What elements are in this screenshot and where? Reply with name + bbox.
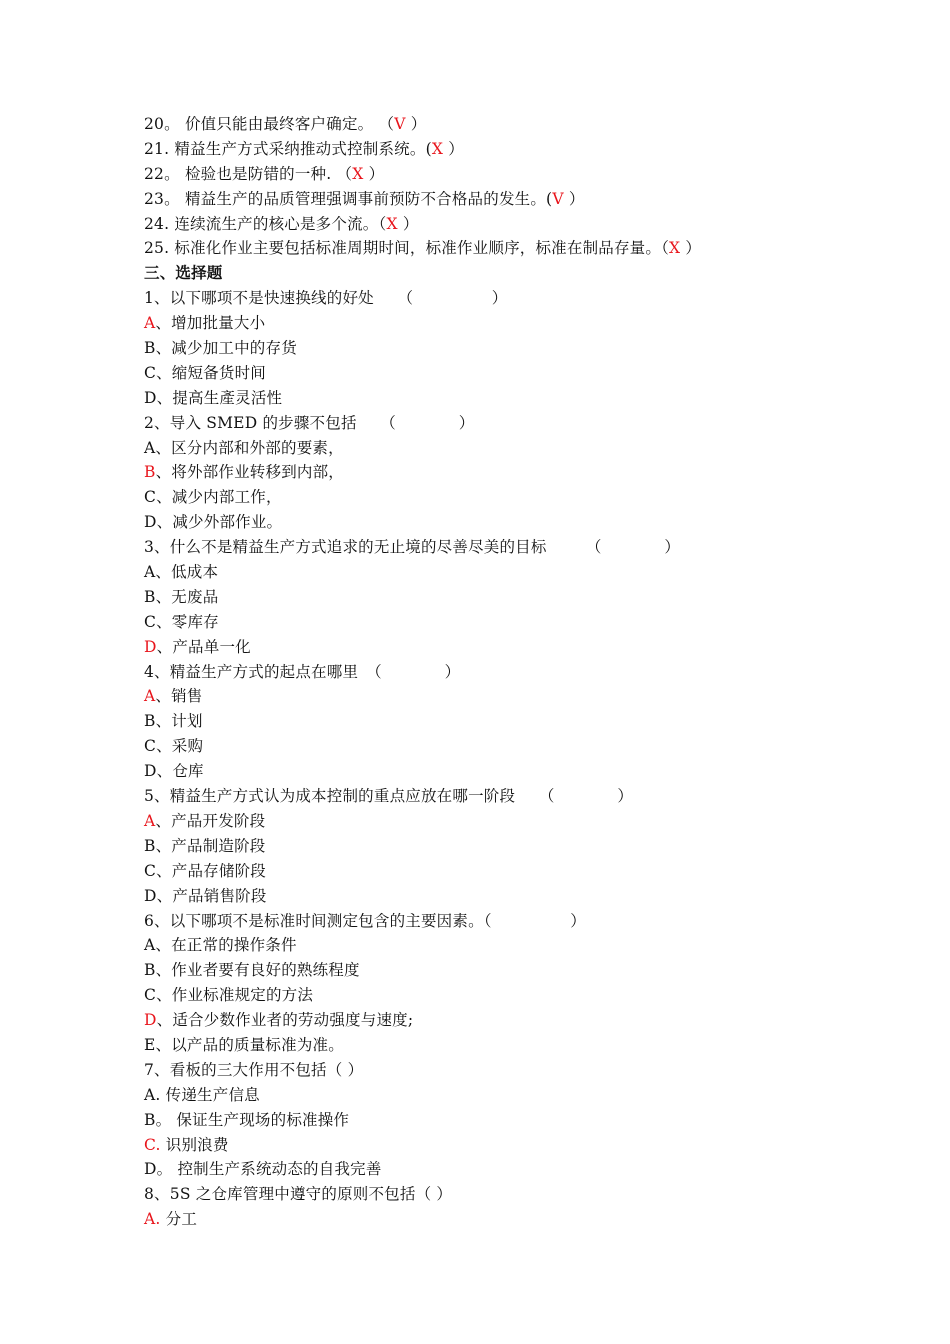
answer-option: [144, 734, 924, 759]
tf-close: ）: [680, 239, 702, 258]
answer-option: [144, 709, 924, 734]
option-text: 、销售: [155, 687, 203, 706]
option-text: 、作业者要有良好的熟练程度: [155, 961, 360, 980]
option-letter: D: [144, 513, 157, 532]
question-stem: 4、精益生产方式的起点在哪里 （ ）: [144, 662, 461, 681]
question-stem: 2、导入 SMED 的步骤不包括 （ ）: [144, 413, 475, 432]
option-text: 、减少外部作业。: [156, 513, 283, 532]
option-text: 传递生产信息: [160, 1085, 260, 1104]
tf-close: ）: [363, 164, 385, 183]
option-text: 、计划: [155, 712, 203, 731]
tf-statement: 22。 检验也是防错的一种. （: [144, 164, 353, 183]
option-letter: C.: [144, 1135, 161, 1154]
option-text: 、作业标准规定的方法: [156, 986, 314, 1005]
option-text: 、产品存储阶段: [156, 861, 266, 880]
option-letter: D: [144, 762, 157, 781]
tf-answer: X: [386, 214, 398, 233]
tf-item: [144, 112, 924, 137]
option-letter: C: [144, 986, 157, 1005]
option-letter: B: [144, 587, 156, 606]
section-title: 三、选择题: [144, 263, 223, 283]
answer-option: [144, 336, 924, 361]
answer-option: [144, 1133, 924, 1158]
tf-item: [144, 212, 924, 237]
option-text: 保证生产现场的标准操作: [171, 1110, 350, 1129]
option-letter: C: [144, 612, 157, 631]
question-stem: 8、5S 之仓库管理中遵守的原则不包括（ ）: [144, 1185, 453, 1204]
option-text: 分工: [160, 1210, 198, 1229]
tf-item: [144, 162, 924, 187]
tf-close: ）: [397, 214, 419, 233]
option-letter: C: [144, 861, 157, 880]
question-list: [144, 286, 924, 1232]
answer-option: [144, 560, 924, 585]
option-letter: D。: [144, 1160, 173, 1179]
option-letter: B。: [144, 1110, 172, 1129]
answer-option: [144, 386, 924, 411]
answer-option: [144, 933, 924, 958]
tf-close: ）: [443, 139, 464, 158]
question-stem: 3、什么不是精益生产方式追求的无止境的尽善尽美的目标 （ ）: [144, 538, 681, 557]
answer-option: [144, 958, 924, 983]
answer-option: [144, 485, 924, 510]
option-text: 、仓库: [156, 762, 204, 781]
document-body: [144, 112, 924, 1232]
option-text: 、在正常的操作条件: [155, 936, 297, 955]
tf-answer: X: [431, 139, 444, 158]
answer-option: [144, 859, 924, 884]
answer-option: [144, 585, 924, 610]
answer-option: [144, 436, 924, 461]
option-text: 、将外部作业转移到内部，: [155, 463, 344, 482]
tf-statement: 23。 精益生产的品质管理强调事前预防不合格品的发生。(: [144, 189, 553, 208]
tf-answer: X: [669, 239, 681, 258]
option-letter: A: [144, 811, 156, 830]
tf-statement: 21. 精益生产方式采纳推动式控制系统。(: [144, 139, 432, 158]
option-letter: B: [144, 961, 156, 980]
option-text: 、产品销售阶段: [156, 886, 267, 905]
answer-option: [144, 460, 924, 485]
option-text: 、减少内部工作，: [156, 488, 282, 507]
option-letter: D: [144, 886, 157, 905]
answer-option: [144, 884, 924, 909]
option-letter: B: [144, 463, 156, 482]
question-stem: 5、精益生产方式认为成本控制的重点应放在哪一阶段 （ ）: [144, 787, 634, 806]
option-letter: B: [144, 712, 156, 731]
tf-answer: X: [352, 164, 364, 183]
option-letter: D: [144, 1011, 157, 1030]
option-text: 、提高生產灵活性: [156, 388, 283, 407]
answer-option: [144, 759, 924, 784]
option-letter: D: [144, 637, 157, 656]
option-text: 识别浪费: [160, 1135, 229, 1154]
answer-option: [144, 1157, 924, 1182]
answer-option: [144, 1083, 924, 1108]
option-text: 、零库存: [156, 612, 219, 631]
option-text: 、低成本: [155, 563, 219, 582]
option-text: 控制生产系统动态的自我完善: [172, 1160, 382, 1179]
tf-item: [144, 187, 924, 212]
answer-option: [144, 684, 924, 709]
question-stem: 7、看板的三大作用不包括（ ）: [144, 1060, 364, 1079]
answer-option: [144, 311, 924, 336]
option-text: 、以产品的质量标准为准。: [155, 1035, 344, 1054]
answer-option: [144, 1033, 924, 1058]
option-text: 、增加批量大小: [155, 314, 266, 333]
tf-statement: 25. 标准化作业主要包括标准周期时间，标准作业顺序，标准在制品存量。（: [144, 239, 670, 258]
answer-option: [144, 610, 924, 635]
answer-option: [144, 983, 924, 1008]
tf-answer: V: [552, 189, 564, 208]
answer-option: [144, 1207, 924, 1232]
option-text: 、减少加工中的存货: [155, 339, 297, 358]
option-letter: D: [144, 388, 157, 407]
option-text: 、产品开发阶段: [155, 811, 266, 830]
option-letter: A: [144, 314, 156, 333]
answer-option: [144, 809, 924, 834]
tf-item: [144, 137, 924, 162]
option-letter: A.: [144, 1210, 161, 1229]
answer-option: [144, 361, 924, 386]
tf-statement: 20。 价值只能由最终客户确定。 （: [144, 115, 395, 133]
option-letter: B: [144, 836, 156, 855]
answer-option: [144, 1108, 924, 1133]
tf-close: ）: [405, 115, 427, 133]
option-text: 、缩短备货时间: [156, 363, 266, 382]
option-letter: A: [144, 687, 156, 706]
option-text: 、产品制造阶段: [155, 836, 266, 855]
option-text: 、区分内部和外部的要素，: [155, 438, 344, 457]
option-letter: B: [144, 339, 156, 358]
tf-close: ）: [563, 189, 585, 208]
option-letter: A.: [144, 1085, 161, 1104]
question-stem: 1、以下哪项不是快速换线的好处 （ ）: [144, 289, 508, 308]
option-text: 、适合少数作业者的劳动强度与速度;: [156, 1011, 414, 1030]
option-text: 、采购: [156, 737, 204, 756]
option-letter: E: [144, 1035, 156, 1054]
tf-answer: V: [394, 115, 406, 133]
option-letter: C: [144, 488, 157, 507]
option-letter: A: [144, 563, 156, 582]
question-stem: 6、以下哪项不是标准时间测定包含的主要因素。（ ）: [144, 911, 586, 930]
answer-option: [144, 834, 924, 859]
option-letter: C: [144, 363, 157, 382]
option-letter: A: [144, 438, 156, 457]
option-text: 、无废品: [155, 587, 219, 606]
tf-item: [144, 236, 924, 261]
answer-option: [144, 635, 924, 660]
option-text: 、产品单一化: [156, 637, 251, 656]
option-letter: A: [144, 936, 156, 955]
option-letter: C: [144, 737, 157, 756]
answer-option: [144, 510, 924, 535]
tf-statement: 24. 连续流生产的核心是多个流。（: [144, 214, 387, 233]
answer-option: [144, 1008, 924, 1033]
